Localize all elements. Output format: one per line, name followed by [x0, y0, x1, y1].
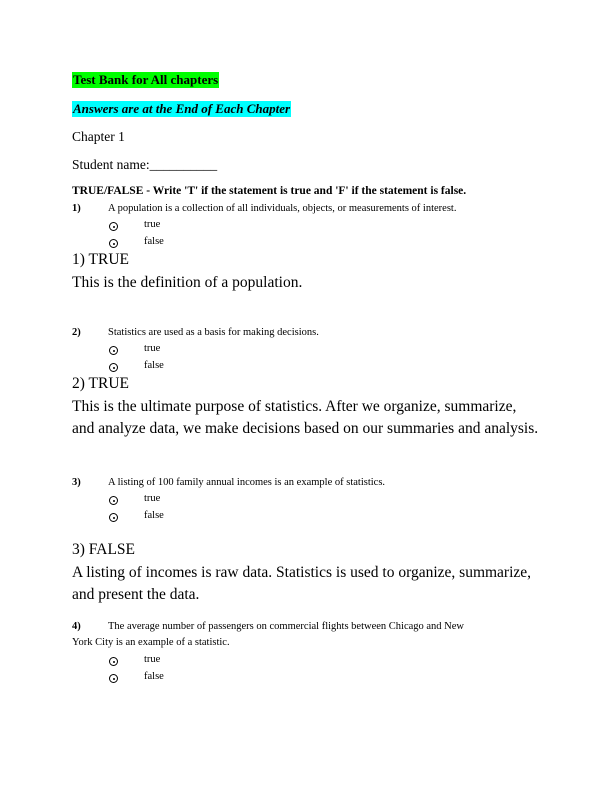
radio-false-icon[interactable] — [109, 674, 118, 683]
question-text: The average number of passengers on commercial flights between Chicago and New — [108, 621, 464, 632]
answer-explanation: This is the ultimate purpose of statistics. After we organize, summarize, and analyze data, we make decisions based on our summaries and analysis. — [72, 398, 539, 437]
question-number: 1) — [72, 203, 81, 214]
section-heading: TRUE/FALSE - Write 'T' if the statement is true and 'F' if the statement is false. — [72, 185, 467, 197]
answer-title: 3) FALSE — [72, 541, 136, 558]
document-title: Test Bank for All chapters — [73, 72, 219, 87]
option-false-label: false — [144, 360, 164, 371]
option-false-label: false — [144, 236, 164, 247]
radio-false-icon[interactable] — [109, 239, 118, 248]
radio-false-icon[interactable] — [109, 363, 118, 372]
answer-explanation: This is the definition of a population. — [72, 274, 303, 291]
radio-true-icon[interactable] — [109, 657, 118, 666]
option-false-label: false — [144, 510, 164, 521]
radio-true-icon[interactable] — [109, 346, 118, 355]
answer-title: 1) TRUE — [72, 251, 129, 268]
answer-title: 2) TRUE — [72, 375, 129, 392]
question-number: 2) — [72, 327, 81, 338]
question-text-continued: York City is an example of a statistic. — [72, 637, 230, 648]
student-name-field: Student name:__________ — [72, 157, 218, 172]
radio-true-icon[interactable] — [109, 496, 118, 505]
question-text: A population is a collection of all individuals, objects, or measurements of interest. — [108, 203, 457, 214]
radio-false-icon[interactable] — [109, 513, 118, 522]
radio-true-icon[interactable] — [109, 222, 118, 231]
document-subtitle: Answers are at the End of Each Chapter — [73, 101, 291, 116]
chapter-label: Chapter 1 — [72, 129, 125, 144]
option-false-label: false — [144, 671, 164, 682]
question-text: Statistics are used as a basis for making decisions. — [108, 327, 319, 338]
option-true-label: true — [144, 343, 161, 354]
question-number: 4) — [72, 621, 81, 632]
question-text: A listing of 100 family annual incomes is an example of statistics. — [108, 477, 386, 488]
option-true-label: true — [144, 654, 161, 665]
option-true-label: true — [144, 219, 161, 230]
option-true-label: true — [144, 493, 161, 504]
answer-explanation: A listing of incomes is raw data. Statistics is used to organize, summarize, and present the data. — [72, 564, 532, 603]
question-number: 3) — [72, 477, 81, 488]
